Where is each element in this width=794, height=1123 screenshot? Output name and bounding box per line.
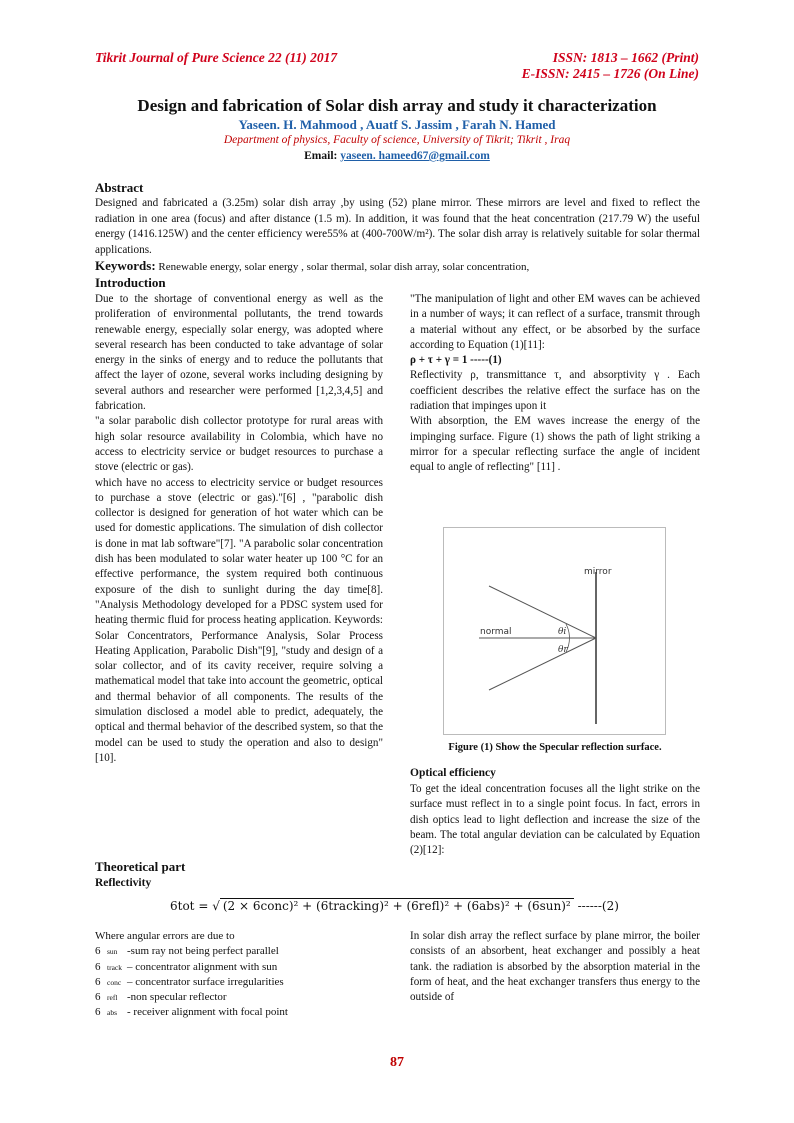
equation-2: 6tot = √ (2 × 6conc)² + (6tracking)² + (6refl)² + (6abs)² + (6sun)² ------(2) bbox=[170, 899, 619, 913]
list-item: 6 sun -sum ray not being perfect parallel bbox=[95, 945, 279, 958]
where-intro: Where angular errors are due to bbox=[95, 930, 235, 942]
equation-2-left: 6tot = bbox=[170, 899, 213, 913]
reflection-diagram bbox=[444, 528, 665, 734]
email-link[interactable]: yaseen. hameed67@gmail.com bbox=[340, 150, 490, 162]
intro-right-paragraph: Reflectivity ρ, transmittance τ, and absorptivity γ . Each coefficient describes the relative effect the surface has on the radiation that impinges upon it bbox=[410, 369, 700, 413]
intro-right-paragraph: With absorption, the EM waves increase the energy of the impinging surface. Figure (1) shows the path of light striking a mirror for a specular reflecting surface the angle of incident equal to angle of reflecting" [11] . bbox=[410, 415, 700, 474]
issn-header bbox=[522, 50, 699, 82]
affiliation: Department of physics, Faculty of science, University of Tikrit; Tikrit , Iraq bbox=[223, 134, 571, 146]
email-label: Email: bbox=[304, 150, 338, 162]
equation-1: ρ + τ + γ = 1 -----(1) bbox=[410, 354, 502, 367]
mirror-label: mirror bbox=[584, 567, 612, 577]
issn-print: ISSN: 1813 – 1662 (Print) bbox=[552, 50, 699, 65]
journal-header: Tikrit Journal of Pure Science 22 (11) 2017 bbox=[95, 50, 338, 65]
equation-2-root: (2 × 6conc)² + (6tracking)² + (6refl)² + (6abs)² + (6sun)² bbox=[220, 898, 574, 913]
theta-r-label: θr bbox=[558, 645, 568, 655]
authors: Yaseen. H. Mahmood , Auatf S. Jassim , Farah N. Hamed bbox=[238, 117, 556, 132]
optical-efficiency-text: To get the ideal concentration focuses all the light strike on the surface must reflect in to a single point focus. In fact, errors in dish optics lead to light deflection and increase the size of the beam. The total angular deviation can be calculated by Equation (2)[12]: bbox=[410, 783, 700, 857]
equation-2-number: ------(2) bbox=[577, 899, 619, 913]
email-line bbox=[60, 150, 734, 162]
paper-title: Design and fabrication of Solar dish array and study it characterization bbox=[137, 96, 657, 115]
introduction-heading: Introduction bbox=[95, 275, 166, 290]
issn-online: E-ISSN: 2415 – 1726 (On Line) bbox=[521, 66, 699, 81]
bottom-right-text: In solar dish array the reflect surface by plane mirror, the boiler consists of an absorbent, heat exchanger and possibly a heat tank. the radiation is absorbed by the absorption material in the form of heat, and the heat exchanger transfers thus energy to the outside of bbox=[410, 930, 700, 1004]
figure-caption: Figure (1) Show the Specular reflection surface. bbox=[448, 742, 662, 753]
intro-paragraph: "a solar parabolic dish collector prototype for rural areas with high solar resource availability in Colombia, which have no access to electricity service or budget resources to purchase a stove (electric or gas). bbox=[95, 415, 383, 474]
figure-1 bbox=[443, 527, 666, 735]
reflected-ray bbox=[489, 638, 596, 690]
list-item: 6 track – concentrator alignment with sun bbox=[95, 960, 278, 973]
left-column bbox=[95, 292, 383, 766]
keywords-text: Renewable energy, solar energy , solar thermal, solar dish array, solar concentration, bbox=[158, 261, 530, 273]
intro-right-paragraph: "The manipulation of light and other EM waves can be achieved in a number of ways; it can reflect of a surface, transmit through a material without any effect, or be absorbed by the surface according to Equation (1)[11]: bbox=[410, 293, 700, 351]
abstract-heading: Abstract bbox=[95, 180, 144, 195]
normal-label: normal bbox=[480, 627, 512, 637]
keywords bbox=[95, 258, 700, 274]
list-item: 6 conc – concentrator surface irregularities bbox=[95, 975, 284, 988]
right-column bbox=[410, 292, 700, 476]
intro-paragraph: which have no access to electricity service or budget resources to purchase a stove (electric or gas)."[6] , "parabolic dish collector is designed for generation of hot water which can be used for domestic applications. The simulation of dish collector is done in mat lab software"[7]. "A parabolic solar concentration dish has been modulated to solar water heater up 100 °C for an effective performance, the system required both continuous exposure of the dish to sunlight during the day time[8]. "Analysis Methodology developed for a PDSC system used for heating thermic fluid for process heating application. Keywords: Solar Concentrators, Performance Analysis, Solar Process Heating Application, Parabolic Dish"[9], "study and design of a solar collector, and of its cavity receiver, require solving a mathematical model that take into account the geometric, optical and thermal behavior of all components. The results of the simulation disclosed a model able to predict, adequately, the optical and thermal behavior of the described system, so that the model can be used to study the operation and also to design" [10]. bbox=[95, 476, 383, 764]
angular-errors-list bbox=[95, 929, 385, 1021]
intro-paragraph: Due to the shortage of conventional energy as well as the proliferation of environmental pollutants, the trend towards renewable energy, especially solar energy, was adopted where several research has been conducted to take advantage of solar energy in the sinks of energy and to reduce the pollutants that affect the layer of ozone, several works including designing by several authors and researcher were performed [1,2,3,4,5] and fabrication. bbox=[95, 293, 383, 413]
reflectivity-heading: Reflectivity bbox=[95, 877, 152, 889]
abstract-text: Designed and fabricated a (3.25m) solar dish array ,by using (52) plane mirror. These mirrors are level and fixed to reflect the radiation in one area (focus) and after distance (1.5 m). In addition, it was found that the heat concentration (217.79 W) the useful energy (1416.125W) and the center efficiency were55% at (400-700W/m²). The solar dish array is relatively suitable for solar thermal applications. bbox=[95, 197, 700, 256]
list-item: 6 refl -non specular reflector bbox=[95, 991, 227, 1004]
list-item: 6 abs - receiver alignment with focal point bbox=[95, 1006, 288, 1019]
theta-i-label: θi bbox=[558, 627, 567, 637]
theoretical-heading: Theoretical part bbox=[95, 859, 186, 874]
keywords-label: Keywords: bbox=[95, 258, 156, 273]
optical-efficiency-heading: Optical efficiency bbox=[410, 767, 496, 779]
page-number: 87 bbox=[390, 1055, 404, 1070]
